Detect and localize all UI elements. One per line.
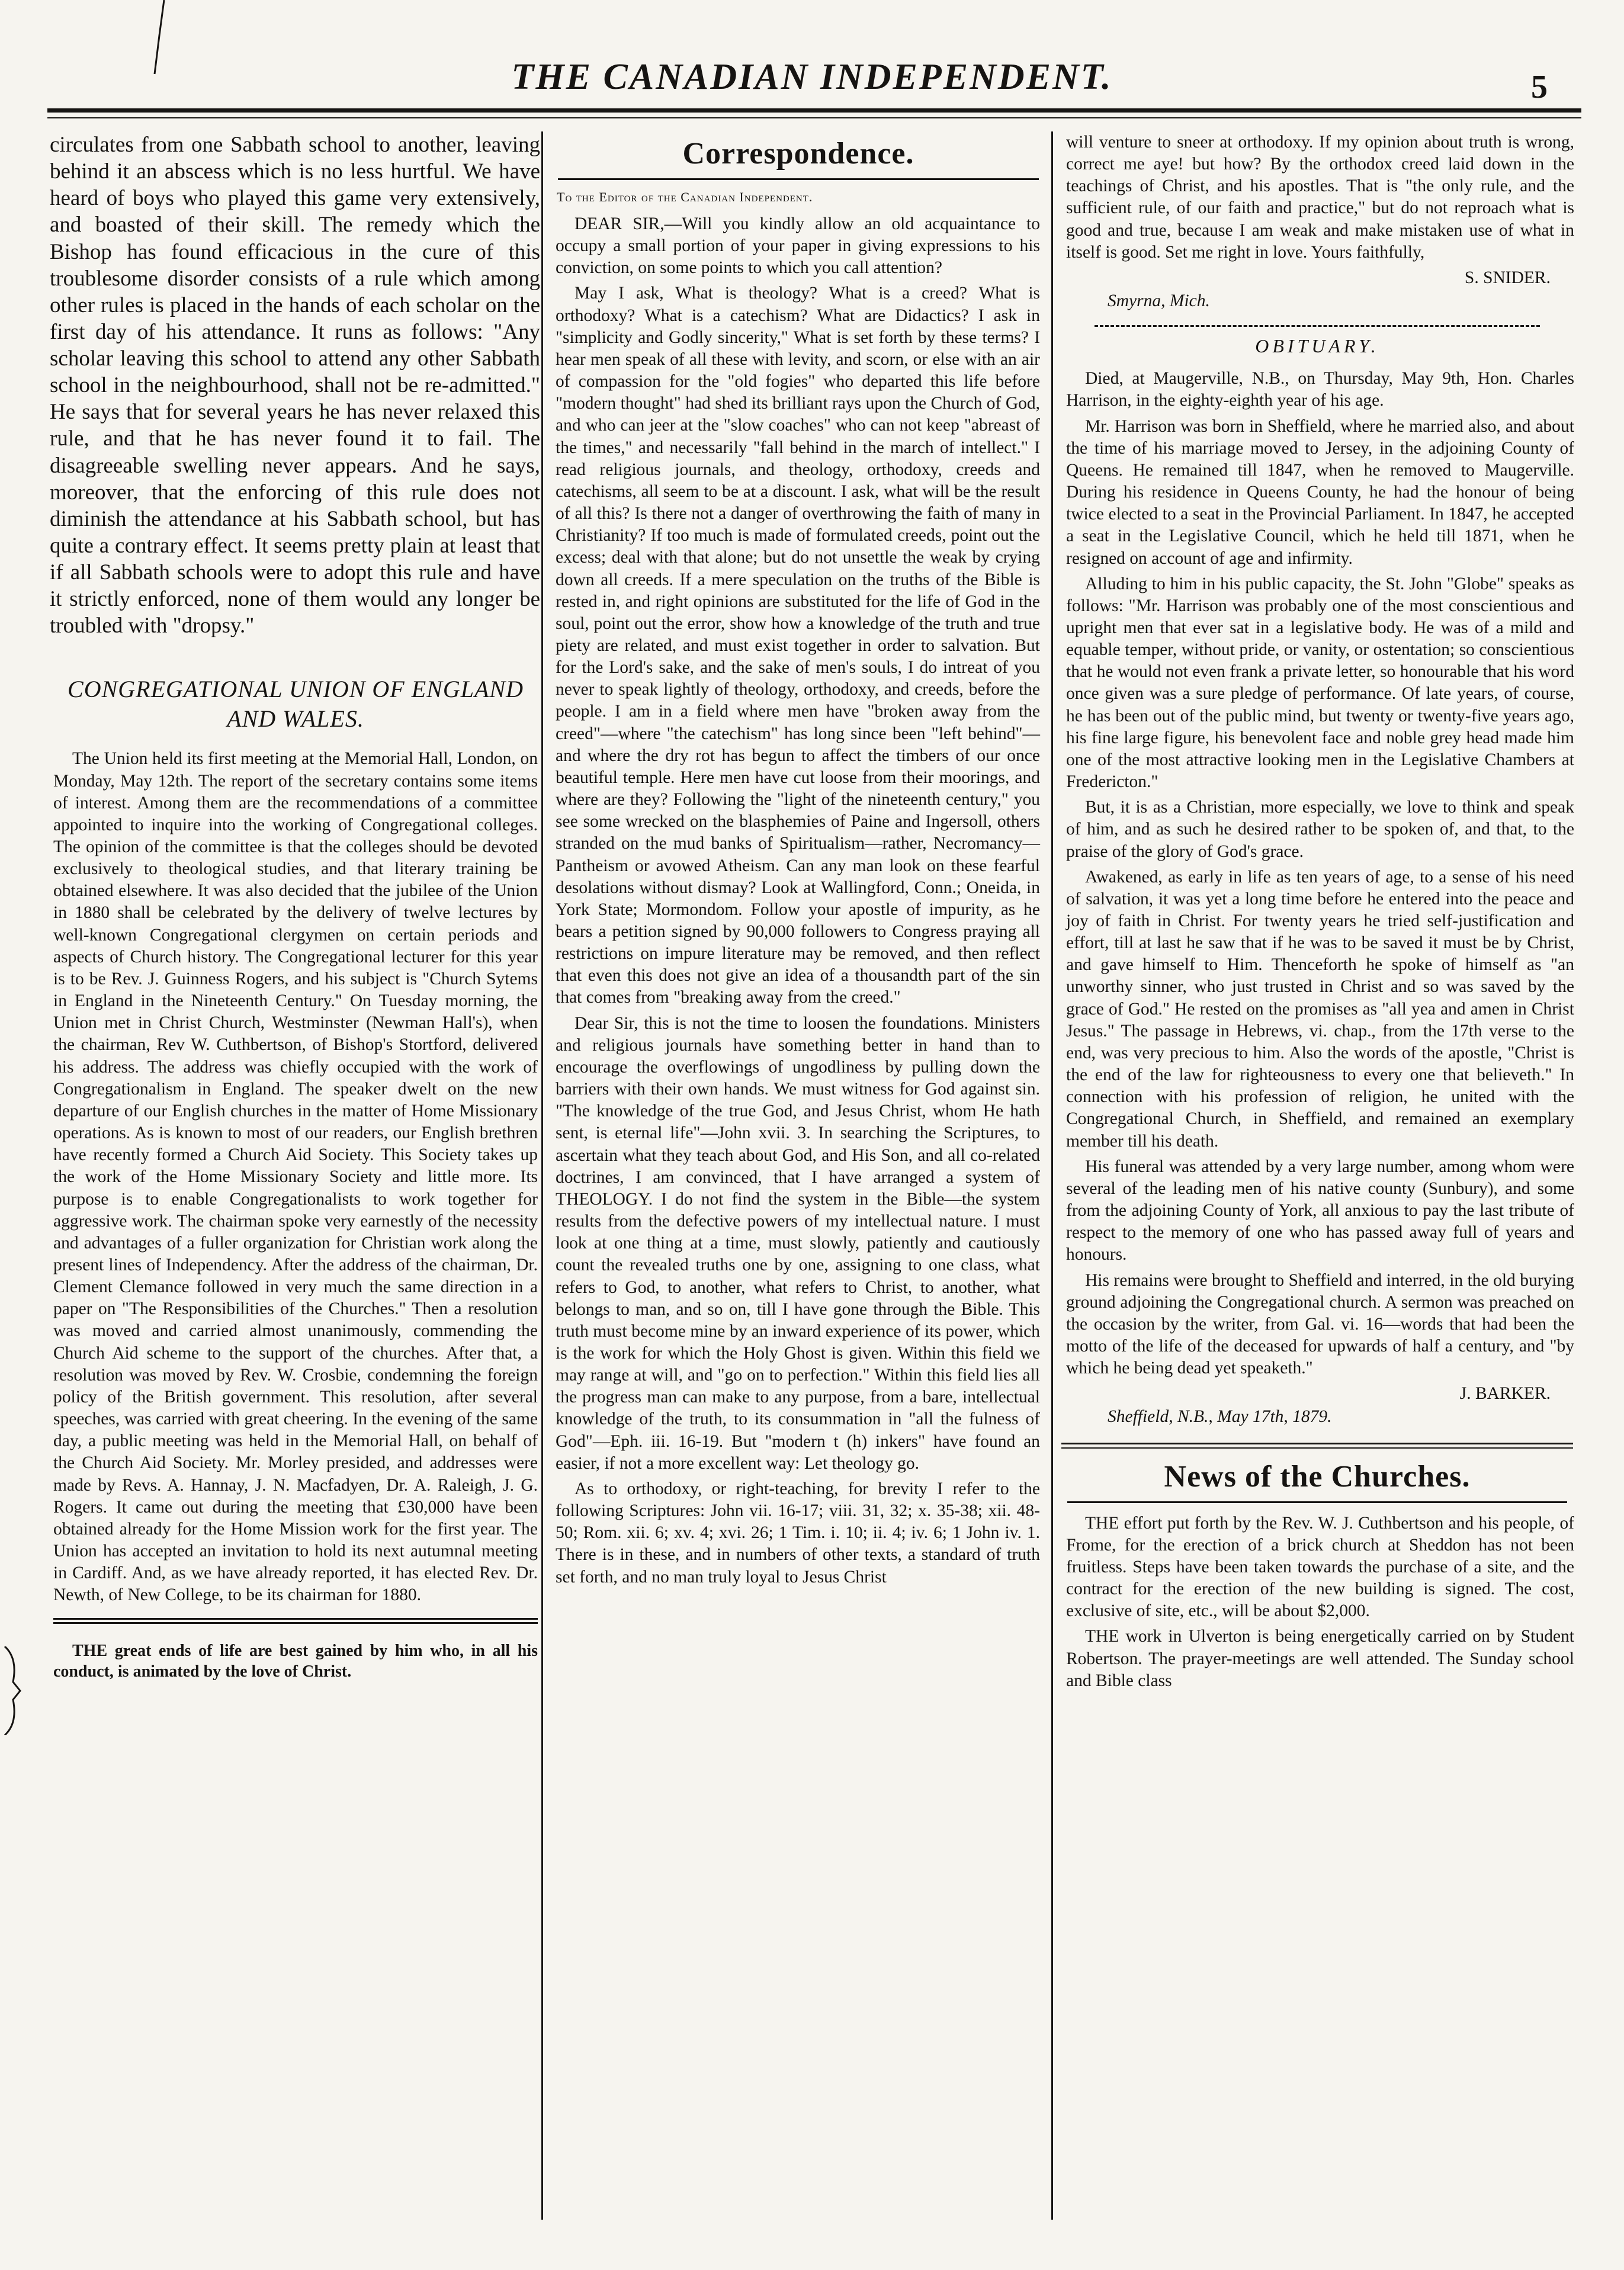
section-rule <box>1067 1501 1567 1503</box>
letter-signature-line <box>1066 267 1574 289</box>
page-number: 5 <box>1531 69 1548 105</box>
article-body <box>47 748 544 1606</box>
obituary-signature: J. BARKER. <box>1459 1384 1551 1404</box>
column-2 <box>544 131 1053 2220</box>
column-3 <box>1053 131 1581 2220</box>
letter-continuation <box>1053 131 1581 312</box>
news-paragraph: THE effort put forth by the Rev. W. J. Cuthbertson and his people, of Frome, for the erection of a brick church at Sheddon has not been fruitless. Steps have been taken towards the purchase of a site, and the contract for the erection of the new building is signed. The cost, exclusive of site, etc., will be about $2,000. <box>1066 1513 1574 1621</box>
obituary-signature-line <box>1066 1383 1574 1405</box>
letter-paragraph: Dear Sir, this is not the time to loosen the foundations. Ministers and religious journals have something better in hand than to encourage the overflowings of ungodliness by pulling down the barriers with their own hands. We must witness for God against sin. "The knowledge of the true God, and Jesus Christ, whom He hath sent, is eternal life"—John xvii. 3. In searching the Scriptures, to ascertain what they teach about God, and His Son, and all co-related doctrines, I am convinced, that I have arranged a system of THEOLOGY. I do not find the system in the Bible—the system results from the defective powers of my intellectual nature. I must look at one thing at a time, must slowly, patiently and cautiously count the revealed truths one by one, assigning to one class, what refers to God, to another, what refers to Christ, to another, what belongs to man, and so on, till I have gone through the Bible. This truth must become mine by an inward experience of its power, which is the work for which the Holy Ghost is given. Within this field we may range at will, and "go on to perfection." Within this field lies all the progress man can make to any purpose, from a bare, intellectual knowledge of the truth, to its consummation in "all the fulness of God"—Eph. iii. 16-19. But "modern t (h) inkers" have found an easier, if not a more excellent way: Let theology go. <box>556 1013 1040 1473</box>
lead-article-continuation: circulates from one Sabbath school to another, leaving behind it an abscess which is no less hurtful. We have heard of boys who played this game very extensively, and boasted of their skill. The remedy which the Bishop has found efficacious in the cure of this troublesome disorder consists of a rule which among other rules is placed in the hands of each scholar on the first day of his attendance. It runs as follows: "Any scholar leaving this school to attend any other Sabbath school in the neighbourhood, shall not be re-admitted." He says that for several years he has never relaxed this rule, and that he has never found it to fail. The disagreeable swelling never appears. And he says, moreover, that the enforcing of this rule does not diminish the attendance at his Sabbath school, but has quite a contrary effect. It seems pretty plain at least that if all Sabbath schools were to adopt this rule and have it strictly enforced, none of them would any longer be troubled with "dropsy." <box>50 133 540 638</box>
news-paragraph: THE work in Ulverton is being energetically carried on by Student Robertson. The prayer-meetings are well attended. The Sunday school and Bible class <box>1066 1627 1574 1690</box>
obituary-paragraph: Awakened, as early in life as ten years of age, to a sense of his need of salvation, it was yet a long time before he entered into the peace and joy of faith in Christ. For twenty years he tried self-justification and effort, till at last he saw that if he was to be saved it must be by Christ, and gave himself to Him. Thenceforth he spoke of himself as "an unworthy sinner, who just trusted in Christ and so was saved by the grace of God." He rested on the promises as "all yea and amen in Christ Jesus." The passage in Hebrews, vi. chap., from the 17th verse to the end, was very precious to him. Also the words of the apostle, "Christ is the end of the law for righteousness to every one that believeth." In connection with his profession of religion, he united with the Congregational Church, in Sheffield, and remained an exemplary member till his death. <box>1066 867 1574 1151</box>
letter-signature: S. SNIDER. <box>1464 268 1551 287</box>
section-rule <box>558 178 1039 180</box>
section-title-correspondence: Correspondence. <box>682 137 914 171</box>
header-rule-thin <box>47 117 1581 118</box>
letter-paragraph: will venture to sneer at orthodoxy. If my opinion about truth is wrong, correct me aye! but how? By the orthodox creed laid down in the teachings of Christ, and his apostles. That is "the only rule, and the sufficient rule, of our faith and practice," but do not reproach what is good and true, because I am weak and make mistaken use of what in itself is good. Set me right in love. Yours faithfully, <box>1066 133 1574 262</box>
obituary-heading: OBITUARY. <box>1255 335 1379 357</box>
section-title-news: News of the Churches. <box>1164 1459 1471 1494</box>
margin-bracket-mark <box>0 1646 24 1735</box>
obituary-paragraph: His funeral was attended by a very large number, among whom were several of the leading men of his native county (Sunbury), and some from the adjoining County of York, all anxious to pay the last tribute of respect to the memory of one who has passed away full of years and honours. <box>1066 1157 1574 1264</box>
header-rule <box>47 108 1581 113</box>
section-rule <box>1061 1443 1573 1449</box>
letter-paragraph: DEAR SIR,—Will you kindly allow an old acquaintance to occupy a small portion of your paper in giving expressions to his conviction, on some points to which you call attention? <box>556 214 1040 278</box>
letter-paragraph: May I ask, What is theology? What is a creed? What is orthodoxy? What is a catechism? What are Didactics? I ask in "simplicity and Godly sincerity," What is set forth by these terms? I hear men speak of all these with levity, and scorn, or else with an air of compassion for the "old fogies" who departed this life before "modern thought" had shed its brilliant rays upon the Church of God, and who can jeer at the "slow coaches" who can not keep "abreast of the times," and necessarily "fall behind in the march of intellect." I read religious journals, and theology, orthodoxy, creeds and catechisms, all seem to be at a discount. I ask, what will be the result of all this? Is there not a danger of overthrowing the faith of many in Christianity? If too much is made of formulated creeds, point out the excess; deal with that alone; but do not unsettle the weak by crying down all creeds. If a mere speculation on the truths of the Bible is rested in, and right opinions are substituted for the life of God in the soul, point out the error, show how a knowledge of the truth and true piety are related, and must exist together in order to salvation. But for the Lord's sake, and the sake of men's souls, I do intreat of you never to speak lightly of theology, orthodoxy, and creeds, before the people. I am in a field where men have "broken away from the creed"—where "the catechism" has long since been "left behind"—and where the dry rot has begun to affect the timbers of our once beautiful temple. Here men have cut loose from their moorings, and where are they? Following the "light of the nineteenth century," you see some wrecked on the blasphemies of Paine and Ingersoll, others stranded on the mud banks of Spiritualism—rather, Necromancy—Pantheism or avowed Atheism. Can any man look on these fearful desolations without dismay? Look at Wallingford, Conn.; Oneida, in York State; Mormondom. Follow your apostle of impurity, as he bears a petition signed by 90,000 followers to Congress praying all restrictions on impure literature may be removed, and then reflect that even this does not give an idea of a thousandth part of the sin that comes from "breaking away from the creed." <box>556 284 1040 1007</box>
article-paragraph: The Union held its first meeting at the Memorial Hall, London, on Monday, May 12th. The report of the secretary contains some items of interest. Among them are the recommendations of a committee appointed to inquire into the working of Congregational colleges. The opinion of the committee is that the colleges should be devoted exclusively to theological studies, and that literary training be obtained elsewhere. It was also decided that the jubilee of the Union in 1880 shall be celebrated by the delivery of twelve lectures by well-known Congregational clergymen on certain periods and aspects of Church history. The Congregational lecturer for this year is to be Rev. J. Guinness Rogers, and his subject is "Church Sytems in England in the Nineteenth Century." On Tuesday morning, the Union met in Christ Church, Westminster (Newman Hall's), when the chairman, Rev W. Cuthbertson, of Bishop's Stortford, delivered his address. The address was chiefly occupied with the work of Congregationalism in England. The speaker dwelt on the new departure of our English churches in the matter of Home Missionary operations. As is known to most of our readers, our English brethren have recently formed a Church Aid Society. This Society takes up the work of the Home Missionary Society and little more. Its purpose is to enable Congregationalists to work together for aggressive work. The chairman spoke very earnestly of the necessity and advantages of a fuller organization for Christian work along the present lines of Independency. After the address of the chairman, Dr. Clement Clemance followed in very much the same direction in a paper on "The Responsibilities of the Churches." Then a resolution was moved and carried almost unanimously, commending the Church Aid scheme to the support of the churches. After that, a resolution was moved by Rev. W. Crosbie, condemning the foreign policy of the British government. This resolution, after several speeches, was carried with great cheering. In the evening of the same day, a public meeting was held in the Memorial Hall, on behalf of the Church Aid Society. Mr. Morley presided, and addresses were made by Revs. A. Hannay, J. N. Macfadyen, Dr. A. Raleigh, J. G. Rogers. It came out during the meeting that £30,000 have been obtained already for the Home Mission work for the first year. The Union has accepted an invitation to hold its next autumnal meeting in Cardiff. And, as we have already reported, it has elected Rev. Dr. Newth, of New College, to be its chairman for 1880. <box>53 749 538 1605</box>
obituary-paragraph: Mr. Harrison was born in Sheffield, where he married also, and about the time of his marriage moved to Jersey, in the adjoining County of Queens. He remained till 1847, when he removed to Maugerville. During his residence in Queens County, he had the honour of being twice elected to a seat in the Provincial Parliament. In 1847, he accepted a seat in the Legislative Council, which he held till 1871, when he resigned on account of age and infirmity. <box>1066 416 1574 568</box>
letter-paragraph: As to orthodoxy, or right-teaching, for brevity I refer to the following Scriptures: John vii. 16-17; viii. 31, 32; x. 35-38; xii. 48-50; Rom. xii. 6; xv. 4; xvi. 26; 1 Tim. i. 10; ii. 4; iv. 6; 1 John iv. 1. There is in these, and in numbers of other texts, a standard of truth set forth, and no man truly loyal to Jesus Christ <box>556 1479 1040 1587</box>
section-rule <box>1095 325 1540 327</box>
column-1 <box>47 131 544 2220</box>
obituary-place: Sheffield, N.B., May 17th, 1879. <box>1108 1407 1332 1427</box>
article-heading: CONGREGATIONAL UNION OF ENGLAND AND WALES. <box>68 676 524 733</box>
filler-quote-text: THE great ends of life are best gained by him who, in all his conduct, is animated by the love of Christ. <box>53 1642 538 1681</box>
article-rule <box>53 1618 538 1620</box>
obituary-paragraph: His remains were brought to Sheffield and interred, in the old burying ground adjoining the Congregational church. A sermon was preached on the occasion by the writer, from Gal. vi. 16—words that had been the motto of the life of the deceased for upwards of half a century, and "by which he being dead yet speaketh." <box>1066 1270 1574 1378</box>
obituary-paragraph: Died, at Maugerville, N.B., on Thursday, May 9th, Hon. Charles Harrison, in the eighty-eighth year of his age. <box>1066 369 1574 410</box>
news-body <box>1053 1513 1581 1692</box>
letter-place: Smyrna, Mich. <box>1108 291 1210 311</box>
obituary-paragraph: Alluding to him in his public capacity, the St. John "Globe" speaks as follows: "Mr. Harrison was probably one of the most conscientious and upright men that ever sat in a legislative body. He was of a mild and equable temper, without pride, or vanity, or ostentation; so conscientious that he would not even frank a private letter, so honourable that his word once given was a sure pledge of performance. Of late years, of course, he has been out of the public mind, but twenty or twenty-five years ago, his fine large figure, his benevolent face and noble grey head made him one of the most attractive looking men in the Legislative Chambers at Fredericton." <box>1066 574 1574 792</box>
obituary-body <box>1053 368 1581 1428</box>
masthead-title: THE CANADIAN INDEPENDENT. <box>511 57 1113 97</box>
letter-body <box>544 213 1053 1588</box>
article-rule-thin <box>53 1622 538 1624</box>
letter-address: To the Editor of the Canadian Independent. <box>557 190 813 204</box>
filler-quote <box>47 1640 544 1682</box>
obituary-paragraph: But, it is as a Christian, more especially, we love to think and speak of him, and as such he desired rather to be spoken of, and that, to the praise of the glory of God's grace. <box>1066 798 1574 861</box>
